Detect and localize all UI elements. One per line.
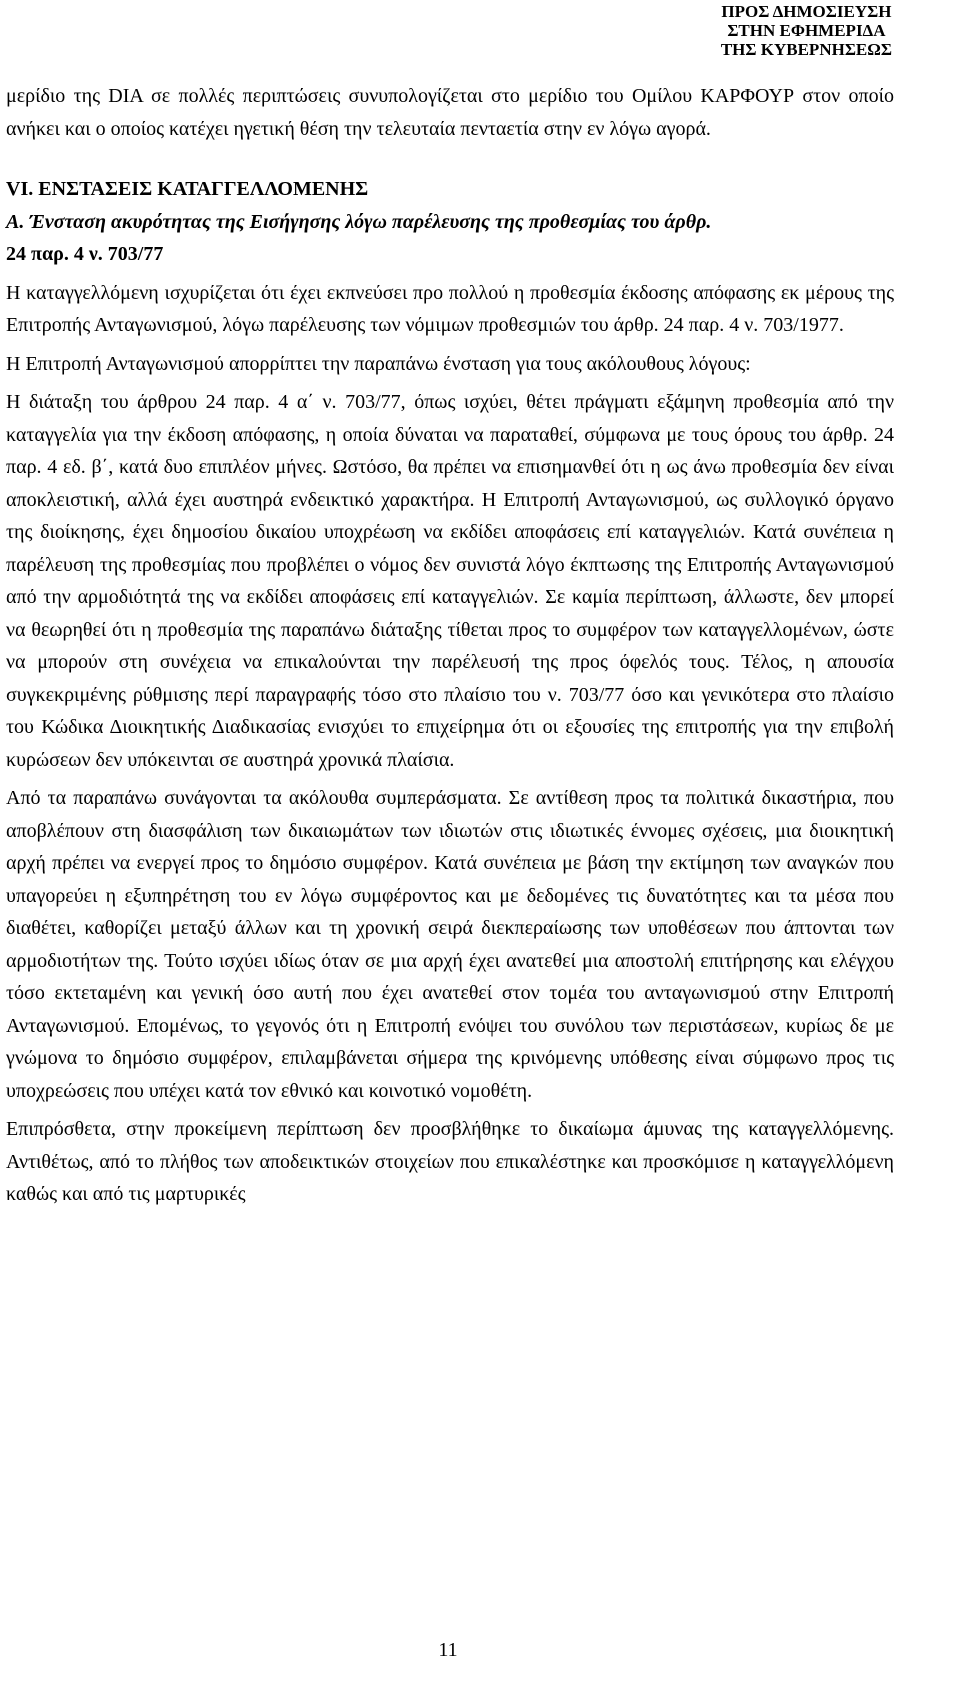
subsection-heading xyxy=(6,206,894,271)
section-heading: VI. ΕΝΣΤΑΣΕΙΣ ΚΑΤΑΓΓΕΛΛΟΜΕΝΗΣ xyxy=(6,178,369,200)
publication-header xyxy=(721,2,892,59)
paragraph-rejection: Η Επιτροπή Ανταγωνισμού απορρίπτει την παραπάνω ένσταση για τους ακόλουθους λόγους: xyxy=(6,352,751,375)
header-line-1: ΠΡΟΣ ΔΗΜΟΣΙΕΥΣΗ xyxy=(721,2,892,21)
paragraph-conclusions: Από τα παραπάνω συνάγονται τα ακόλουθα συμπεράσματα. Σε αντίθεση προς τα πολιτικά δικαστήρια, που αποβλέπουν στη διασφάλιση των δικαιωμάτων των ιδιωτών στις ιδιωτικές έννομες σχέσεις, μια διοικητική αρχή πρέπει να ενεργεί προς το δημόσιο συμφέρον. Κατά συνέπεια με βάση την εκτίμηση των αναγκών που υπαγορεύει η εξυπηρέτηση του εν λόγω συμφέροντος και με δεδομένες τις δυνατότητες και τα μέσα που διαθέτει, καθορίζει μεταξύ άλλων και τη χρονική σειρά διεκπεραίωσης των υποθέσεων που άπτονται των αρμοδιοτήτων της. Τούτο ισχύει ιδίως όταν σε μια αρχή έχει ανατεθεί μια αποστολή επιτήρησης και ελέγχου τόσο εκτεταμένη και γενική όσο αυτή που έχει ανατεθεί στον τομέα του ανταγωνισμού στην Επιτροπή Ανταγωνισμού. Επομένως, το γεγονός ότι η Επιτροπή ενόψει του συνόλου των περιστάσεων, κυρίως δε με γνώμονα το δημόσιο συμφέρον, επιλαμβάνεται σήμερα της κρινόμενης υπόθεσης είναι σύμφωνο προς τις υποχρεώσεις που υπέχει κατά τον εθνικό και κοινοτικό νομοθέτη. xyxy=(6,787,894,1102)
paragraph-defense: Επιπρόσθετα, στην προκείμενη περίπτωση δεν προσβλήθηκε το δικαίωμα άμυνας της καταγγελλόμενης. Αντιθέτως, από το πλήθος των αποδεικτικών στοιχείων που επικαλέστηκε και προσκόμισε η καταγγελλόμενη καθώς και από τις μαρτυρικές xyxy=(6,1118,894,1205)
header-line-2: ΣΤΗΝ ΕΦΗΜΕΡΙΔΑ xyxy=(727,21,886,40)
paragraph-provision: Η διάταξη του άρθρου 24 παρ. 4 α΄ ν. 703/77, όπως ισχύει, θέτει πράγματι εξάμηνη προθεσμία από την καταγγελία για την έκδοση απόφασης, η οποία δύναται να παραταθεί, σύμφωνα με τους όρους του άρθρ. 24 παρ. 4 εδ. β΄, κατά δυο επιπλέον μήνες. Ωστόσο, θα πρέπει να επισημανθεί ότι η ως άνω προθεσμία δεν είναι αποκλειστική, αλλά έχει αυστηρά ενδεικτικό χαρακτήρα. Η Επιτροπή Ανταγωνισμού, ως συλλογικό όργανο της διοίκησης, έχει δημοσίου δικαίου υποχρέωση να εκδίδει αποφάσεις επί καταγγελιών. Κατά συνέπεια η παρέλευση της προθεσμίας που προβλέπει ο νόμος δεν συνιστά λόγο έκπτωσης της Επιτροπής Ανταγωνισμού από την αρμοδιότητά της να εκδίδει αποφάσεις επί καταγγελιών. Σε καμία περίπτωση, άλλωστε, δεν μπορεί να θεωρηθεί ότι η προθεσμία της παραπάνω διάταξης τίθεται προς το συμφέρον των καταγγελλομένων, ώστε να μπορούν στη συνέχεια να επικαλούνται την παρέλευσή της προς όφελός τους. Τέλος, η απουσία συγκεκριμένης ρύθμισης περί παραγραφής τόσο στο πλαίσιο του ν. 703/77 όσο και γενικότερα στο πλαίσιο του Κώδικα Διοικητικής Διαδικασίας ενισχύει το επιχείρημα ότι οι εξουσίες της επιτροπής για την επιβολή κυρώσεων δεν υπόκεινται σε αυστηρά χρονικά πλαίσια. xyxy=(6,391,894,771)
document-body xyxy=(6,80,894,1211)
paragraph-intro: μερίδιο της DIA σε πολλές περιπτώσεις συνυπολογίζεται στο μερίδιο του Ομίλου ΚΑΡΦΟΥΡ στον οποίο ανήκει και ο οποίος κατέχει ηγετική θέση την τελευταία πενταετία στην εν λόγω αγορά. xyxy=(6,85,894,140)
subsection-heading-italic: Α. Ένσταση ακυρότητας της Εισήγησης λόγω παρέλευσης της προθεσμίας του άρθρ. xyxy=(6,210,712,233)
header-line-3: ΤΗΣ ΚΥΒΕΡΝΗΣΕΩΣ xyxy=(720,40,892,59)
page-number: 11 xyxy=(438,1639,458,1661)
subsection-heading-reference: 24 παρ. 4 ν. 703/77 xyxy=(6,243,164,265)
paragraph-claim: Η καταγγελλόμενη ισχυρίζεται ότι έχει εκπνεύσει προ πολλού η προθεσμία έκδοσης απόφασης εκ μέρους της Επιτροπής Ανταγωνισμού, λόγω παρέλευσης των νόμιμων προθεσμιών του άρθρ. 24 παρ. 4 ν. 703/1977. xyxy=(6,281,894,336)
